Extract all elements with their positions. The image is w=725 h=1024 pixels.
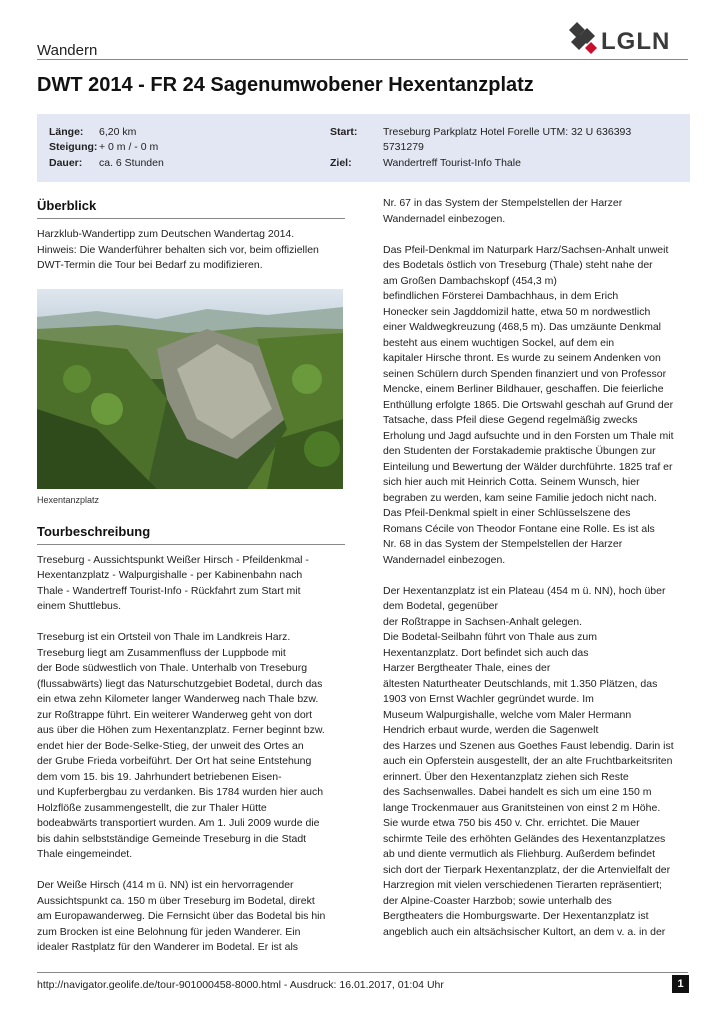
text-line: Hexentanzplatz. Dort befindet sich auch das	[383, 646, 589, 659]
text-line: Treseburg ist ein Ortsteil von Thale im Landkreis Harz.	[37, 631, 291, 643]
text-line: Wandernadel einbezogen.	[383, 212, 506, 225]
text-line: ältesten Naturtheater Deutschlands, mit 1.350 Plätzen, das	[383, 677, 658, 690]
text-line: am Großen Dambachskopf (454,3 m)	[383, 274, 557, 287]
text-line: des Bodetals östlich von Treseburg (Thale) steht nahe der	[383, 259, 653, 271]
overview-line: Harzklub-Wandertipp zum Deutschen Wandertag 2014.	[37, 228, 295, 240]
text-line: und Kupferbergbau zu verdanken. Bis 1784 wurden hier auch	[37, 786, 324, 798]
text-line: den Studenten der Forstakademie praktische Übungen zur	[383, 445, 656, 457]
weisser-hirsch-paragraph	[37, 878, 345, 956]
photo-caption: Hexentanzplatz	[37, 495, 100, 505]
text-line: Nr. 67 in das System der Stempelstellen der Harzer	[383, 197, 623, 209]
duration-label: Dauer:	[49, 157, 83, 169]
text-line: bis dahin selbstständige Gemeinde Treseburg in die Stadt	[37, 832, 307, 845]
page-number: 1	[672, 975, 689, 993]
lgln-logo-icon	[563, 20, 603, 60]
text-line: Honecker sein Jagddomizil hatte, etwa 50 m nordwestlich	[383, 305, 651, 318]
overview-line: Hinweis: Die Wanderführer behalten sich vor, beim offiziellen	[37, 243, 319, 256]
text-line: einem Shuttlebus.	[37, 600, 122, 612]
text-line: ein etwa zehn Kilometer langer Wanderweg nach Thale bzw.	[37, 693, 319, 705]
text-line: der Grube Frieda vorbeiführt. Der Ort hat seine Entstehung	[37, 755, 312, 767]
footer-rule	[37, 972, 688, 973]
tour-description-rule	[37, 544, 345, 545]
text-line: Hendrich erbaut wurde, werden die Sagenwelt	[383, 724, 599, 736]
text-line: sich hier auch mit Heinrich Cotta. Seinem Wunsch, hier	[383, 476, 640, 488]
text-line: Aussichtspunkt ca. 150 m über Treseburg im Bodetal, direkt	[37, 894, 315, 907]
text-line: Mencke, einem Berliner Bildhauer, geschaffen. Die feierliche	[383, 383, 664, 395]
tour-facts-box	[37, 114, 690, 182]
text-line: zur Roßtrappe führt. Ein weiterer Wanderweg geht von dort	[37, 708, 313, 721]
length-value: 6,20 km	[99, 126, 137, 138]
text-line: Einteilung und Bewertung der Wälder durchführte. 1825 traf er	[383, 460, 673, 473]
text-line: dem Bodetal, gegenüber	[383, 600, 499, 612]
logo-text: LGLN	[601, 28, 671, 55]
start-label: Start:	[330, 126, 358, 138]
text-line: Tatsache, dass Pfeil diese Gegend regelmäßig zwecks	[383, 414, 638, 426]
text-line: befindlichen Försterei Dambachhaus, in dem Erich	[383, 290, 619, 302]
text-line: des Sachsenwalles. Dabei handelt es sich um eine 150 m	[383, 786, 652, 798]
section-label: Wandern	[37, 42, 98, 59]
text-line: Thale eingemeindet.	[37, 848, 133, 860]
text-line: 1903 von Ernst Wachler gegründet wurde. Im	[383, 693, 594, 705]
overview-rule	[37, 218, 345, 219]
text-line: der Alpine-Coaster Harzbob; sowie unterhalb des	[383, 894, 612, 907]
text-line: Der Weiße Hirsch (414 m ü. NN) ist ein hervorragender	[37, 879, 294, 891]
length-label: Länge:	[49, 126, 84, 138]
text-line: Sie wurde etwa 750 bis 450 v. Chr. errichtet. Die Mauer	[383, 817, 640, 829]
text-line: Museum Walpurgishalle, welche vom Maler Hermann	[383, 708, 632, 721]
right-column	[383, 196, 689, 956]
text-line: Treseburg - Aussichtspunkt Weißer Hirsch - Pfeildenkmal -	[37, 553, 309, 566]
overview-text	[37, 227, 345, 274]
text-line: der Bode südwestlich von Thale. Unterhalb von Treseburg	[37, 662, 308, 674]
text-line: Bergtheaters die Homburgswarte. Der Hexentanzplatz ist	[383, 910, 649, 922]
text-line: lange Trockenmauer aus Granitsteinen von einst 2 m Höhe.	[383, 801, 661, 814]
ascent-label: Steigung:	[49, 141, 98, 153]
text-line: Nr. 68 in das System der Stempelstellen der Harzer	[383, 538, 623, 550]
text-line: Das Pfeil-Denkmal im Naturpark Harz/Sachsen-Anhalt unweit	[383, 243, 669, 256]
text-line: zum Brocken ist eine Belohnung für jeden Wanderer. Ein	[37, 925, 301, 938]
text-line: Wandernadel einbezogen.	[383, 553, 506, 566]
hexentanzplatz-photo	[37, 289, 343, 489]
text-line: bodeabwärts transportiert wurden. Am 1. Juli 2009 wurde die	[37, 817, 320, 829]
tour-route-paragraph	[37, 553, 345, 615]
duration-value: ca. 6 Stunden	[99, 157, 164, 169]
overview-line: DWT-Termin die Tour bei Bedarf zu modifizieren.	[37, 259, 263, 271]
footer-url-link[interactable]: http://navigator.geolife.de/tour-901000458-8000.html - Ausdruck: 16.01.2017, 01:04 Uhr	[37, 979, 444, 991]
text-line: auch ein Opferstein ausgestellt, der an alte Fruchtbarkeitsriten	[383, 755, 673, 767]
text-line: Thale - Wandertreff Tourist-Info - Rückfahrt zum Start mit	[37, 584, 301, 597]
stamp-paragraph	[383, 196, 689, 227]
start-value-line2: 5731279	[383, 141, 424, 153]
text-line: der Roßtrappe in Sachsen-Anhalt gelegen.	[383, 615, 583, 628]
hexentanzplatz-paragraph	[383, 584, 689, 941]
header-rule	[37, 59, 688, 60]
left-column	[37, 196, 345, 971]
tour-description-heading: Tourbeschreibung	[37, 523, 151, 539]
pfeil-denkmal-paragraph	[383, 243, 689, 569]
ascent-value: + 0 m / - 0 m	[99, 141, 159, 153]
text-line: Treseburg liegt am Zusammenfluss der Luppbode mit	[37, 646, 286, 659]
text-line: erinnert. Über den Hexentanzplatz ziehen sich Reste	[383, 770, 629, 783]
text-line: dem vom 15. bis 19. Jahrhundert betriebenen Eisen-	[37, 770, 282, 783]
text-line: Holzflöße zusammengestellt, die zur Thaler Hütte	[37, 801, 267, 814]
treseburg-paragraph	[37, 630, 345, 863]
text-line: Enthüllung erfolgte 1865. Die Ortswahl geschah auf Grund der	[383, 398, 674, 411]
text-line: Harzregion mit vielen verschiedenen Tierarten repräsentiert;	[383, 879, 662, 891]
text-line: besteht aus einem wuchtigen Sockel, auf dem ein	[383, 336, 615, 349]
text-line: seinen Schülern durch Spenden finanziert und von Professor	[383, 367, 667, 380]
page-title: DWT 2014 - FR 24 Sagenumwobener Hexentanzplatz	[37, 74, 534, 96]
text-line: Harzer Bergtheater Thale, eines der	[383, 662, 551, 674]
text-line: Romans Cécile von Theodor Fontane eine Rolle. Es ist als	[383, 522, 655, 535]
text-line: (flussabwärts) liegt das Naturschutzgebiet Bodetal, durch das	[37, 677, 323, 690]
text-line: Hexentanzplatz - Walpurgishalle - per Kabinenbahn nach	[37, 569, 303, 581]
text-line: einer Waldwegkreuzung (468,5 m). Das umzäunte Denkmal	[383, 321, 661, 333]
text-line: ab und diente vermutlich als Fliehburg. Außerdem befindet	[383, 848, 655, 860]
lgln-logo	[563, 20, 691, 60]
start-value-line1: Treseburg Parkplatz Hotel Forelle UTM: 32 U 636393	[383, 126, 632, 138]
text-line: aus über die Höhen zum Hexentanzplatz. Ferner beginnt bzw.	[37, 724, 325, 736]
text-line: sich dort der Tierpark Hexentanzplatz, der die Artenvielfalt der	[383, 863, 671, 876]
destination-value: Wandertreff Tourist-Info Thale	[383, 157, 521, 169]
text-line: Das Pfeil-Denkmal spielt in einer Schlüsselszene des	[383, 507, 631, 519]
text-line: Die Bodetal-Seilbahn führt von Thale aus zum	[383, 631, 598, 643]
text-line: kapitaler Hirsche thront. Es wurde zu seinem Andenken von	[383, 352, 661, 364]
text-line: Erholung und Jagd aufsuchte und in den Forsten um Thale mit	[383, 429, 674, 442]
text-line: des Harzes und Szenen aus Goethes Faust lebendig. Darin ist	[383, 739, 674, 752]
overview-heading: Überblick	[37, 198, 97, 213]
text-line: angeblich auch ein altsächsischer Kultort, an dem v. a. in der	[383, 925, 666, 938]
destination-label: Ziel:	[330, 157, 352, 169]
text-line: Der Hexentanzplatz ist ein Plateau (454 m ü. NN), hoch über	[383, 584, 666, 597]
text-line: endet hier der Bode-Selke-Stieg, der unweit des Ortes an	[37, 739, 304, 752]
text-line: schirmte Teile des erhöhten Geländes des Hexentanzplatzes	[383, 832, 666, 845]
text-line: begraben zu werden, kam seine Familie jedoch nicht nach.	[383, 491, 657, 504]
text-line: am Europawanderweg. Die Fernsicht über das Bodetal bis hin	[37, 910, 326, 922]
text-line: idealer Rastplatz für den Wanderer im Bodetal. Er ist als	[37, 941, 299, 953]
